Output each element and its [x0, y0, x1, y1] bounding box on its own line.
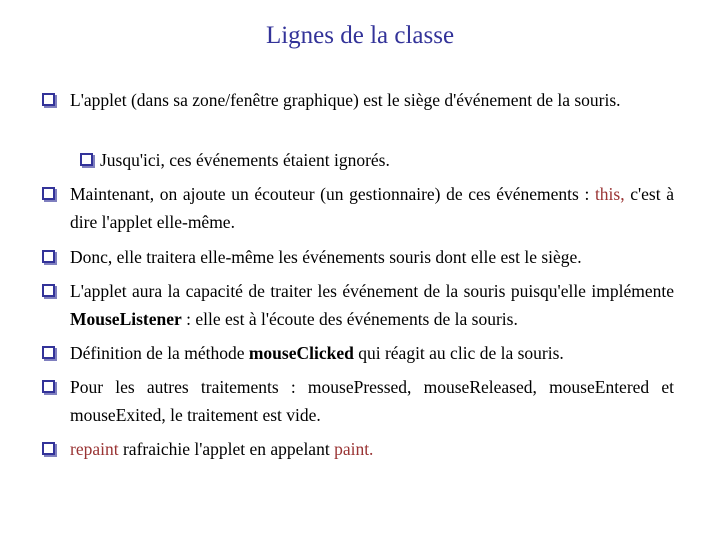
- square-bullet-icon: [42, 380, 55, 393]
- bullet-text-part: c'est à dire l'applet elle-même.: [70, 184, 674, 232]
- square-bullet-icon: [42, 442, 55, 455]
- bullet-text: [70, 277, 674, 333]
- bullet-text-part: Maintenant, on ajoute un écouteur (un gestionnaire) de ces événements :: [70, 184, 595, 204]
- bullet-text-part: qui réagit au clic de la souris.: [353, 343, 564, 363]
- bullet-text-part: rafraichie l'applet en appelant: [118, 439, 335, 459]
- square-bullet-icon: [42, 250, 55, 263]
- bullet-item: [42, 243, 674, 271]
- highlight-repaint: repaint: [70, 439, 119, 459]
- sub-bullet-item: [80, 146, 670, 174]
- bullet-text: [70, 435, 674, 463]
- bullet-item: [42, 435, 674, 463]
- square-bullet-icon: [42, 284, 55, 297]
- square-bullet-icon: [42, 346, 55, 359]
- bullet-text: Pour les autres traitements : mousePressed, mouseReleased, mouseEntered et mouseExited, le traitement est vide.: [70, 377, 674, 425]
- highlight-this: this,: [594, 184, 625, 204]
- square-bullet-icon: [80, 153, 93, 166]
- bold-mouselistener: MouseListener: [70, 309, 182, 329]
- bullet-text: [70, 180, 674, 236]
- bullet-text-part: Définition de la méthode: [70, 343, 249, 363]
- highlight-paint: paint.: [334, 439, 374, 459]
- bullet-text: Jusqu'ici, ces événements étaient ignorés.: [100, 150, 390, 170]
- square-bullet-icon: [42, 93, 55, 106]
- bullet-item: [42, 339, 674, 367]
- bullet-text: L'applet (dans sa zone/fenêtre graphique) est le siège d'événement de la souris.: [70, 90, 621, 110]
- square-bullet-icon: [42, 187, 55, 200]
- bullet-text: [70, 339, 674, 367]
- slide-title: Lignes de la classe: [265, 22, 455, 49]
- bullet-text-part: L'applet aura la capacité de traiter les événement de la souris puisqu'elle implémente: [70, 281, 674, 301]
- bullet-item: [42, 180, 674, 236]
- bullet-item: [42, 86, 674, 114]
- bullet-text: Donc, elle traitera elle-même les événements souris dont elle est le siège.: [70, 247, 582, 267]
- bullet-item: [42, 277, 674, 333]
- bullet-text-part: : elle est à l'écoute des événements de la souris.: [181, 309, 518, 329]
- bullet-item: [42, 373, 674, 429]
- bold-mouseclicked: mouseClicked: [248, 343, 354, 363]
